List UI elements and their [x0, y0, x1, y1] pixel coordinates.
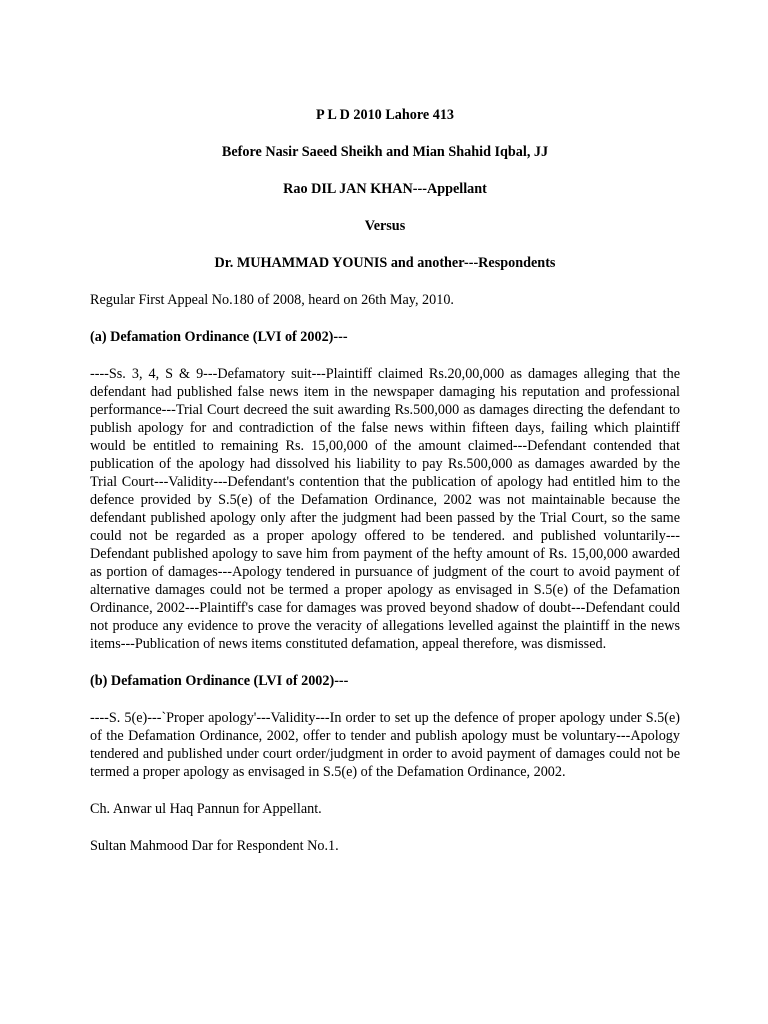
section-a-heading: (a) Defamation Ordinance (LVI of 2002)---: [90, 329, 348, 345]
citation: P L D 2010 Lahore 413: [315, 107, 455, 123]
appeal-line: Regular First Appeal No.180 of 2008, heard on 26th May, 2010.: [90, 292, 454, 308]
appellant: Rao DIL JAN KHAN---Appellant: [283, 181, 487, 197]
counsel-respondent: Sultan Mahmood Dar for Respondent No.1.: [90, 838, 339, 854]
respondents: Dr. MUHAMMAD YOUNIS and another---Respondents: [214, 255, 556, 271]
section-b-heading: (b) Defamation Ordinance (LVI of 2002)---: [90, 673, 349, 689]
document-page: [90, 106, 680, 874]
bench: Before Nasir Saeed Sheikh and Mian Shahid Iqbal, JJ: [221, 144, 549, 160]
section-b-body: ----S. 5(e)---`Proper apology'---Validity---In order to set up the defence of proper apology under S.5(e) of the Defamation Ordinance, 2002, offer to tender and publish apology must be voluntary---Apology tendered and published under court order/judgment in order to avoid payment of damages could not be termed a proper apology as envisaged in S.5(e) of the Defamation Ordinance, 2002.: [90, 710, 680, 780]
counsel-appellant: Ch. Anwar ul Haq Pannun for Appellant.: [90, 801, 322, 817]
versus: Versus: [364, 218, 406, 234]
section-a-body: ----Ss. 3, 4, S & 9---Defamatory suit---Plaintiff claimed Rs.20,00,000 as damages alleging that the defendant had published false news item in the newspaper damaging his reputation and professional performance---Trial Court decreed the suit awarding Rs.500,000 as damages directing the defendant to publish apology for and contradiction of the false news within fifteen days, failing which plaintiff would be entitled to remaining Rs. 15,00,000 of the amount claimed---Defendant contended that publication of the apology had dissolved his liability to pay Rs.500,000 as damages awarded by the Trial Court---Validity---Defendant's contention that the publication of apology had entitled him to the defence provided by S.5(e) of the Defamation Ordinance, 2002 was not maintainable because the defendant published apology only after the judgment had been passed by the Trial Court, so the same could not be regarded as a proper apology offered to be tendered. and published voluntarily---Defendant published apology to save him from payment of the hefty amount of Rs. 15,00,000 awarded as portion of damages---Apology tendered in pursuance of judgment of the court to avoid payment of alternative damages could not be termed a proper apology as envisaged in S.5(e) of the Defamation Ordinance, 2002---Plaintiff's case for damages was proved beyond shadow of doubt---Defendant could not produce any evidence to prove the veracity of allegations levelled against the plaintiff in the news items---Publication of news items constituted defamation, appeal therefore, was dismissed.: [90, 366, 680, 652]
